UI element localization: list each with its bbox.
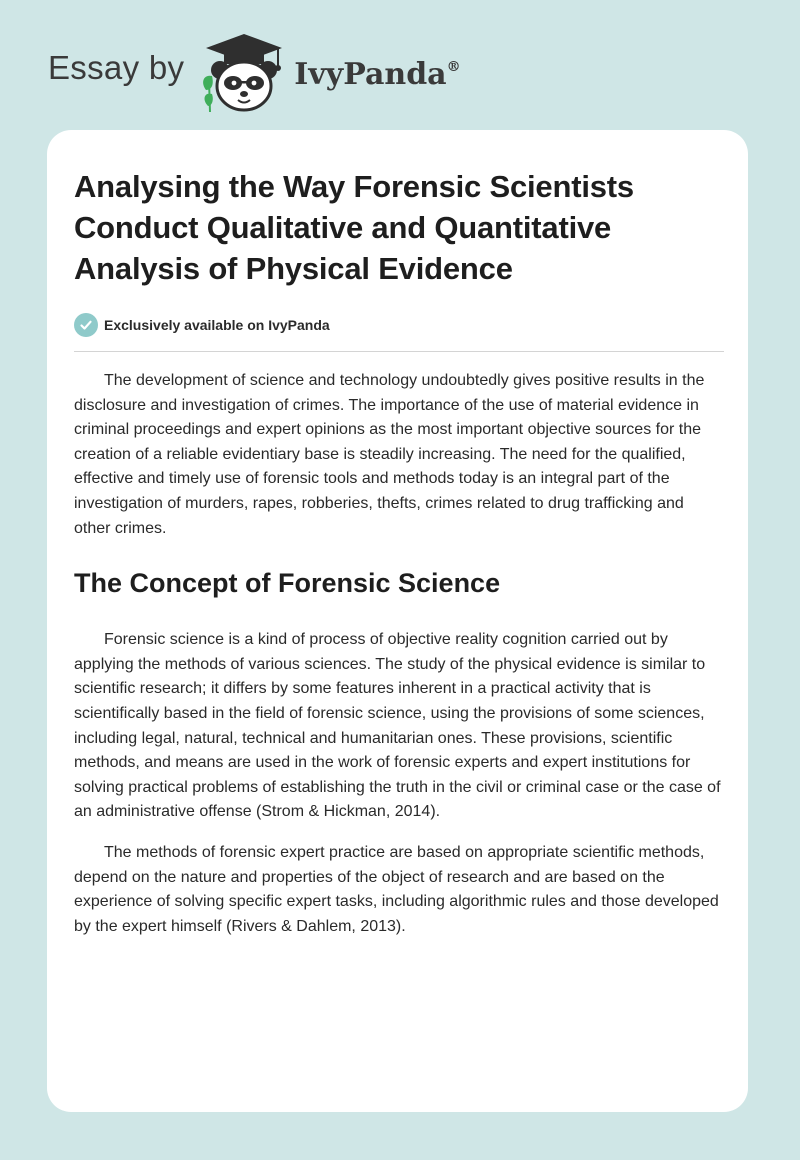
exclusive-badge (74, 313, 722, 337)
registered-mark: ® (446, 58, 461, 75)
intro-paragraph: The development of science and technology undoubtedly gives positive results in the disclosure and investigation of crimes. The importance of the use of material evidence in criminal proceedings and expert opinions as the most important objective sources for the creation of a reliable evidentiary base is steadily increasing. The need for the qualified, effective and timely use of forensic tools and methods today is an integral part of the investigation of murders, rapes, robberies, thefts, crimes related to drug trafficking and other crimes. (74, 372, 705, 537)
site-header (48, 28, 461, 118)
divider (74, 351, 724, 352)
check-circle-icon (74, 313, 98, 337)
essay-card (47, 130, 748, 1112)
page-title: Analysing the Way Forensic Scientists Conduct Qualitative and Quantitative Analysis of Physical Evidence (74, 169, 634, 286)
brand-name: IvyPanda® (294, 56, 461, 92)
body-paragraph: The methods of forensic expert practice are based on appropriate scientific methods, depend on the nature and properties of the object of research and are based on the experience of solving specific expert tasks, including algorithmic rules and those developed by the expert himself (Rivers & Dahlem, 2013). (74, 843, 719, 935)
body-paragraph: Forensic science is a kind of process of objective reality cognition carried out by applying the methods of various sciences. The study of the physical evidence is similar to scientific research; it differs by some features inherent in a practical activity that is scientifically based in the field of forensic science, using the provisions of some sciences, including legal, natural, technical and humanitarian ones. These provisions, scientific methods, and means are used in the work of forensic experts and expert institutions for solving practical problems of establishing the truth in the civil or criminal case or the case of an administrative offense (Strom & Hickman, 2014). (74, 631, 721, 821)
section-heading: The Concept of Forensic Science (74, 568, 501, 599)
essay-by-label: Essay by (48, 49, 185, 86)
panda-graduate-icon (198, 32, 290, 114)
badge-text: Exclusively available on IvyPanda (104, 317, 330, 333)
